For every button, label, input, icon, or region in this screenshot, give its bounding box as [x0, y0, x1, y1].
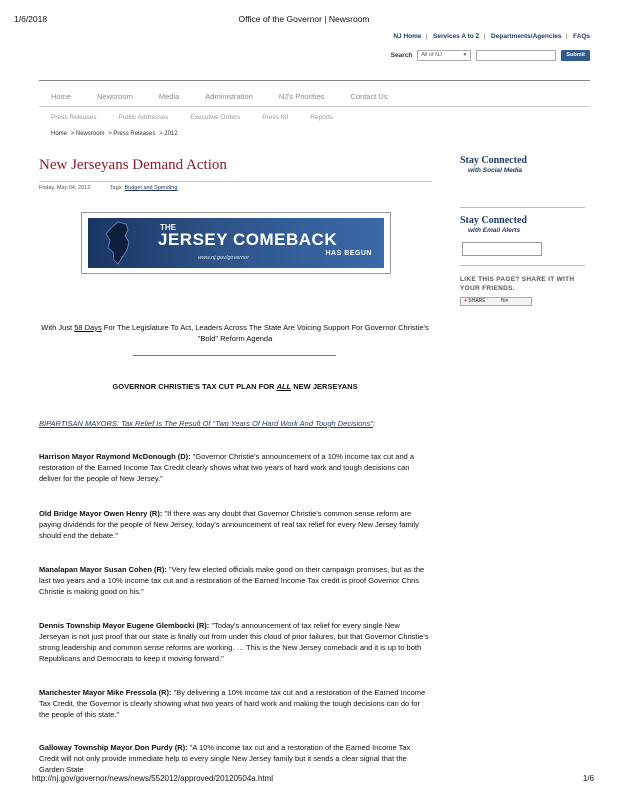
quote-speaker: Galloway Township Mayor Don Purdy (R): — [39, 743, 188, 752]
nj-state-icon — [96, 220, 136, 266]
toplink-nj-home[interactable]: NJ Home — [393, 33, 422, 40]
breadcrumb — [51, 131, 180, 137]
sidebar-divider — [460, 265, 585, 266]
heading-pre: GOVERNOR CHRISTIE'S TAX CUT PLAN FOR — [112, 382, 277, 391]
quote-speaker: Harrison Mayor Raymond McDonough (D): — [39, 452, 191, 461]
banner-headline: JERSEY COMEBACK — [158, 230, 338, 249]
banner-the: THE — [160, 223, 176, 232]
section-label-colon: : — [372, 419, 376, 428]
quote-text: "A 10% income tax cut and a restoration of the Earned Income Tax Credit will not only provide immediate help to every single New Jersey family but it sends a clear signal that the Garden State — [39, 743, 411, 774]
bipartisan-mayors-label — [39, 419, 375, 428]
email-alerts-title[interactable]: Stay Connected — [460, 215, 527, 226]
search-label: Search — [390, 52, 413, 59]
twitter-icon: t — [502, 298, 505, 304]
sidebar-divider — [460, 207, 585, 208]
search-bar — [391, 50, 590, 61]
print-url: http://nj.gov/governor/news/news/552012/approved/20120504a.html — [32, 774, 274, 783]
print-title: Office of the Governor | Newsroom — [238, 14, 370, 24]
nav-administration[interactable]: Administration — [205, 92, 253, 101]
nav-priorities[interactable]: NJ's Priorities — [278, 92, 325, 101]
share-button[interactable] — [460, 297, 532, 306]
heading-post: NEW JERSEYANS — [291, 382, 358, 391]
tags-label: Tags: — [109, 185, 123, 191]
search-input[interactable] — [476, 50, 556, 61]
quote-text: "Today's announcement of tax relief for every single New Jerseyan is not just proof that our state is finally out from under this cloud of prior failures, but that Governor Christie's strong leadership and common sense reforms are working. … This is the New Jersey comeback and it is up to both Republicans and Democrats to keep it moving forward." — [39, 621, 429, 663]
print-header — [14, 14, 594, 26]
banner-tagline: HAS BEGUN — [325, 250, 372, 257]
quote-item — [39, 451, 432, 484]
quote-item — [39, 508, 432, 541]
page-title: New Jerseyans Demand Action — [39, 157, 227, 173]
breadcrumb-newsroom[interactable]: > Newsroom — [70, 131, 105, 137]
article-meta — [39, 185, 177, 191]
section-heading — [40, 382, 430, 391]
top-links: NJ Home | Services A to Z | Departments/Agencies | FAQs — [393, 33, 590, 40]
section-divider — [133, 355, 336, 356]
tag-link[interactable]: Budget and Spending — [124, 185, 178, 191]
quote-item — [39, 687, 432, 720]
quote-speaker: Dennis Township Mayor Eugene Glembocki (R): — [39, 621, 210, 630]
main-nav — [51, 92, 414, 101]
email-field[interactable] — [462, 242, 542, 256]
breadcrumb-press-releases[interactable]: > Press Releases — [108, 131, 156, 137]
search-scope-select[interactable] — [417, 50, 471, 61]
share-plus-icon: + — [464, 298, 467, 304]
sub-nav — [51, 114, 355, 121]
banner-url: www.nj.gov/governor — [198, 255, 250, 261]
email-icon: ✉ — [504, 298, 509, 304]
nav-newsroom[interactable]: Newsroom — [97, 92, 133, 101]
print-date: 1/6/2018 — [14, 14, 48, 24]
subtitle-pre: With Just — [41, 323, 75, 332]
section-label-text: BIPARTISAN MAYORS: Tax Relief Is The Result Of "Two Years Of Hard Work And Tough Decisions" — [39, 419, 373, 428]
article-subtitle — [40, 322, 430, 344]
print-page-number: 1/6 — [582, 774, 594, 783]
quote-item — [39, 564, 432, 597]
subnav-reports[interactable]: Reports — [310, 114, 334, 121]
chevron-down-icon: ▼ — [462, 52, 468, 58]
subnav-press-releases[interactable]: Press Releases — [51, 114, 97, 121]
quote-speaker: Manchester Mayor Mike Fressola (R): — [39, 688, 172, 697]
subnav-press-kit[interactable]: Press Kit — [262, 114, 289, 121]
like-share-text: LIKE THIS PAGE? SHARE IT WITH YOUR FRIENDS. — [460, 276, 575, 292]
banner-frame — [81, 212, 391, 274]
toplink-departments[interactable]: Departments/Agencies — [491, 33, 562, 40]
breadcrumb-home[interactable]: Home — [51, 131, 68, 137]
quote-text: "Governor Christie's announcement of a 10% income tax cut and a restoration of the Earned Income Tax Credit clearly shows what two years of hard work and tough decisions can deliver for the people of New Jersey." — [39, 452, 415, 483]
jersey-comeback-banner[interactable] — [88, 218, 384, 268]
quote-text: "By delivering a 10% income tax cut and a restoration of the Earned Income Tax Credit, the Governor is clearly showing what two years of hard work and making the tough decisions can do for the people of this state." — [39, 688, 426, 719]
quote-item — [39, 620, 432, 664]
print-footer — [14, 774, 594, 786]
nav-contact[interactable]: Contact Us — [350, 92, 388, 101]
search-submit-button[interactable]: Submit — [561, 50, 590, 61]
subnav-executive-orders[interactable]: Executive Orders — [190, 114, 241, 121]
nav-media[interactable]: Media — [158, 92, 180, 101]
subnav-public-addresses[interactable]: Public Addresses — [118, 114, 169, 121]
social-media-subtitle[interactable]: with Social Media — [468, 167, 523, 174]
subtitle-post: For The Legislature To Act, Leaders Across The State Are Voicing Support For Governor Christie's "Bold" Reform Agenda — [101, 323, 429, 343]
quote-item — [39, 742, 432, 775]
nav-top-divider — [39, 80, 590, 81]
search-scope-value: All of NJ — [421, 52, 442, 58]
quote-speaker: Old Bridge Mayor Owen Henry (R): — [39, 509, 163, 518]
title-divider — [39, 181, 432, 182]
nav-home[interactable]: Home — [51, 92, 72, 101]
heading-emphasis: ALL — [276, 382, 292, 391]
quote-speaker: Manalapan Mayor Susan Cohen (R): — [39, 565, 167, 574]
facebook-icon: f — [500, 298, 503, 304]
toplink-faqs[interactable]: FAQs — [573, 33, 590, 40]
toplink-services[interactable]: Services A to Z — [433, 33, 480, 40]
quote-text: "If there was any doubt that Governor Christie's common sense reform are paying dividends for the people of New Jersey, today's announcement of real tax relief for every New Jersey family should end the debate." — [39, 509, 419, 540]
subtitle-days-link[interactable]: 58 Days — [74, 323, 102, 332]
social-media-title[interactable]: Stay Connected — [460, 155, 527, 166]
breadcrumb-year[interactable]: > 2012 — [159, 131, 178, 137]
share-label: SHARE — [468, 298, 486, 304]
quote-text: "Very few elected officials make good on their campaign promises, but as the last two years and a 10% income tax cut and a restoration of the Earned Income Tax credit is proof Governor Chris Christie is making good on his." — [39, 565, 425, 596]
article-date: Friday, May 04, 2012 — [39, 185, 91, 191]
nav-bottom-divider — [39, 106, 590, 107]
email-alerts-subtitle[interactable]: with Email Alerts — [468, 227, 521, 234]
